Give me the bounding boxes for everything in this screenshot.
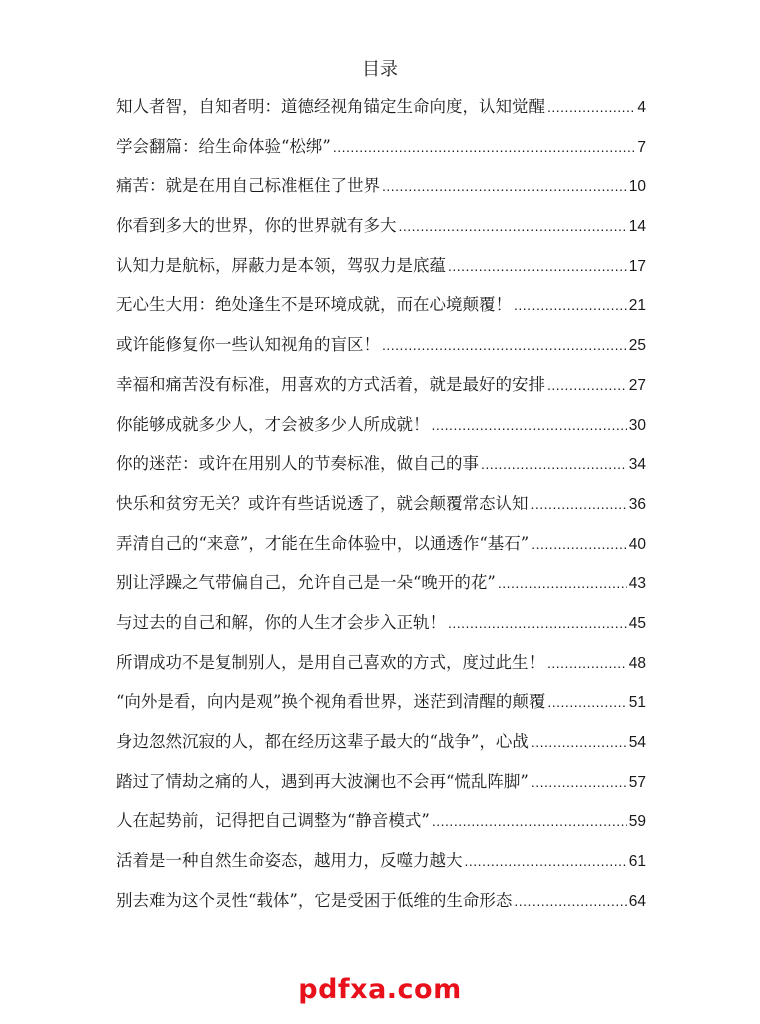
toc-page-number: 4 (637, 99, 646, 116)
toc-entry-title: “向外是看，向内是观”换个视角看世界，迷茫到清醒的颠覆 (116, 692, 546, 712)
toc-entry[interactable] (116, 135, 646, 175)
toc-leader-dots (531, 730, 627, 754)
toc-page-number: 21 (628, 297, 646, 315)
toc-page-number: 51 (628, 694, 646, 712)
toc-entry-title: 无心生大用：绝处逢生不是环境成就，而在心境颠覆！ (116, 295, 512, 315)
toc-entry[interactable] (116, 730, 646, 770)
toc-leader-dots (547, 690, 626, 714)
toc-leader-dots (399, 214, 627, 238)
toc-leader-dots (333, 135, 636, 159)
toc-page-number: 34 (628, 456, 646, 474)
toc-entry-title: 弄清自己的“来意”，才能在生命体验中，以通透作“基石” (116, 533, 530, 553)
toc-leader-dots (498, 571, 627, 595)
toc-entry-title: 你看到多大的世界，你的世界就有多大 (116, 216, 397, 236)
toc-entry-title: 幸福和痛苦没有标准，用喜欢的方式活着，就是最好的安排 (116, 374, 545, 394)
toc-page-number: 17 (628, 257, 646, 275)
toc-entry[interactable] (116, 214, 646, 254)
toc-page-number: 61 (628, 853, 646, 871)
toc-entry[interactable] (116, 373, 646, 413)
toc-leader-dots (382, 174, 627, 198)
toc-entry-title: 痛苦：就是在用自己标准框住了世界 (116, 176, 380, 196)
toc-entry[interactable] (116, 333, 646, 373)
toc-leader-dots (382, 333, 627, 357)
toc-page-number: 64 (628, 892, 646, 910)
toc-entry[interactable] (116, 492, 646, 532)
toc-page-number: 14 (628, 218, 646, 236)
toc-page-number: 27 (628, 376, 646, 394)
toc-entry[interactable] (116, 690, 646, 730)
toc-page-number: 43 (628, 575, 646, 593)
toc-entry-title: 认知力是航标，屏蔽力是本领，驾驭力是底蕴 (116, 255, 446, 275)
toc-entry-title: 别去难为这个灵性“载体”，它是受困于低维的生命形态 (116, 890, 513, 910)
toc-entry[interactable] (116, 770, 646, 810)
toc-entry[interactable] (116, 889, 646, 929)
toc-entry[interactable] (116, 532, 646, 572)
toc-entry-title: 学会翻篇：给生命体验“松绑” (116, 136, 331, 156)
toc-entry[interactable] (116, 571, 646, 611)
toc-leader-dots (547, 651, 627, 675)
toc-page-number: 30 (628, 416, 646, 434)
toc-entry[interactable] (116, 849, 646, 889)
toc-leader-dots (531, 770, 627, 794)
toc-leader-dots (465, 849, 627, 873)
toc-entry-title: 活着是一种自然生命姿态，越用力，反噬力越大 (116, 851, 463, 871)
toc-entry-title: 身边忽然沉寂的人，都在经历这辈子最大的“战争”，心战 (116, 732, 529, 751)
toc-entry-title: 知人者智，自知者明：道德经视角锚定生命向度，认知觉醒 (116, 97, 545, 116)
toc-leader-dots (547, 95, 635, 119)
toc-entry[interactable] (116, 611, 646, 651)
toc-page-number: 57 (628, 773, 646, 791)
toc-entry[interactable] (116, 809, 646, 849)
toc-entry-title: 快乐和贫穷无关？或许有些话说透了，就会颠覆常态认知 (116, 493, 529, 513)
toc-leader-dots (514, 293, 627, 317)
toc-entry[interactable] (116, 651, 646, 691)
toc-leader-dots (547, 373, 627, 397)
toc-entry[interactable] (116, 413, 646, 453)
toc-entry[interactable] (116, 452, 646, 492)
toc-page-number: 10 (628, 178, 646, 196)
toc-entry-title: 所谓成功不是复制别人，是用自己喜欢的方式，度过此生！ (116, 652, 545, 672)
toc-leader-dots (448, 611, 627, 635)
toc-leader-dots (448, 254, 627, 278)
toc-entry-title: 你的迷茫：或许在用别人的节奏标准，做自己的事 (116, 454, 479, 474)
toc-page-number: 45 (628, 614, 646, 632)
toc-leader-dots (432, 413, 627, 437)
toc-entry[interactable] (116, 254, 646, 294)
toc-leader-dots (514, 889, 626, 913)
toc-leader-dots (432, 809, 627, 833)
toc-page-number: 36 (628, 495, 646, 513)
toc-entry-title: 人在起势前，记得把自己调整为“静音模式” (116, 811, 430, 831)
toc-leader-dots (531, 492, 627, 516)
watermark: pdfxa.com (298, 974, 462, 1005)
toc-page-number: 7 (637, 138, 646, 156)
table-of-contents (116, 95, 646, 928)
page-title: 目录 (362, 59, 398, 80)
toc-page-number: 48 (628, 654, 646, 672)
toc-page-number: 59 (628, 813, 646, 831)
toc-leader-dots (481, 452, 627, 476)
toc-entry[interactable] (116, 174, 646, 214)
toc-entry-title: 与过去的自己和解，你的人生才会步入正轨！ (116, 612, 446, 632)
toc-entry-title: 别让浮躁之气带偏自己，允许自己是一朵“晚开的花” (116, 573, 496, 593)
toc-entry-title: 你能够成就多少人，才会被多少人所成就！ (116, 414, 430, 434)
toc-page-number: 54 (628, 734, 646, 751)
toc-page-number: 40 (628, 535, 646, 553)
toc-page-number: 25 (628, 337, 646, 355)
toc-entry[interactable] (116, 293, 646, 333)
toc-entry[interactable] (116, 95, 646, 135)
toc-entry-title: 或许能修复你一些认知视角的盲区！ (116, 335, 380, 355)
toc-leader-dots (531, 532, 627, 556)
toc-entry-title: 踏过了情劫之痛的人，遇到再大波澜也不会再“慌乱阵脚” (116, 771, 529, 791)
